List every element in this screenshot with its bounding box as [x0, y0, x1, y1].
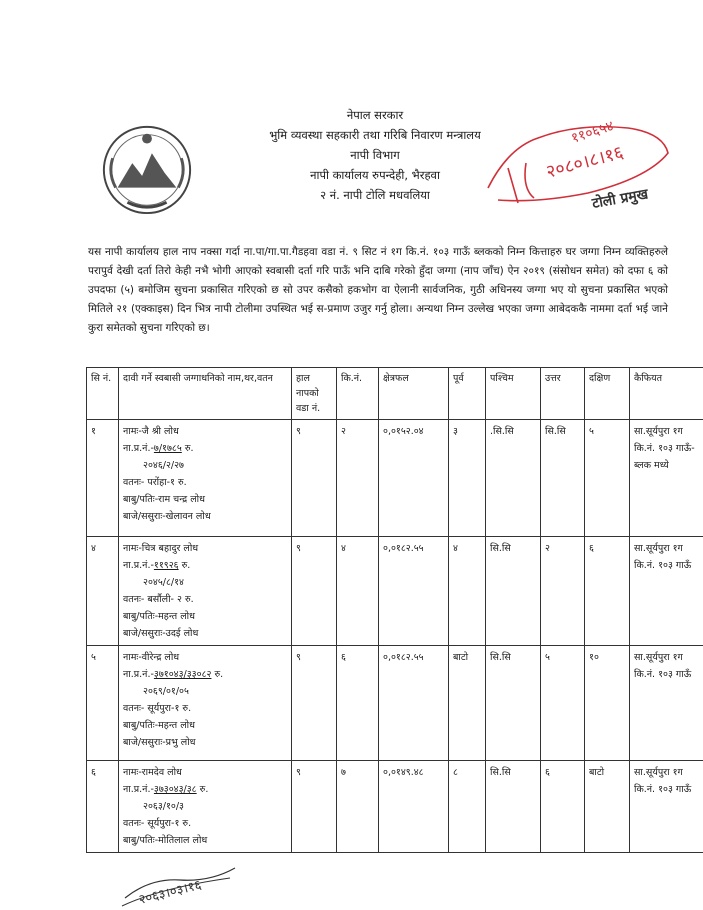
- cell-remarks: सा.सूर्यपुरा १ग कि.नं. १०३ गाऊँ: [630, 646, 703, 761]
- cell-sn: १: [87, 420, 119, 537]
- nepal-emblem-icon: [98, 118, 196, 218]
- cell-south: ६: [585, 537, 630, 646]
- cell-sn: ५: [87, 646, 119, 761]
- table-row: [87, 646, 703, 761]
- cell-ward: ९: [292, 537, 337, 646]
- claimant-name: नामः-चित्र बहादुर लोध: [123, 543, 199, 554]
- cell-claimant: [119, 761, 292, 853]
- claimant-name: नामः-वीरेन्द्र लोध: [123, 652, 180, 663]
- citizenship-date: २०६९/०१/०५: [143, 686, 189, 697]
- claimant-father: बाबु/पतिः-महन्त लोध: [123, 720, 195, 731]
- cell-area: ०,०१४९.४८: [379, 761, 449, 853]
- claimant-address: वतनः- सूर्यपुरा-१ रु.: [123, 703, 192, 714]
- col-remarks: कैफियत: [630, 368, 703, 420]
- col-kitta: कि.नं.: [337, 368, 379, 420]
- header-line-5: २ नं. नापी टोलि मधवलिया: [320, 188, 430, 202]
- col-area: क्षेत्रफल: [379, 368, 449, 420]
- citizenship-line: ना.प्र.नं.-७/१७८५ रु.: [123, 443, 194, 454]
- notice-paragraph: यस नापी कार्यालय हाल नाप नक्सा गर्दा ना.पा/गा.पा.गैडहवा वडा नं. ९ सिट नं १ग कि.नं. १०३ गाऊँ ब्लकको निम्न कित्ताहरु घर जग्गा निम्न व्यक्तिहरुले परापुर्व देखी दर्ता तिरो केही नभै भोगी आएको स्वबासी दर्ता गरि पाऊँ भनि दाबि गरेको हुँदा जग्गा (नाप जाँच) ऐन २०१९ (संसोधन समेत) को दफा ६ को उपदफा (५) बमोजिम सुचना प्रकासित गरिएको छ सो उपर कसैको हकभोग वा ऐलानी सार्वजनिक, गुठी अधिनस्य जग्गा भए यो सुचना प्रकासित भएको मितिले २१ (एक्काइस) दिन भित्र नापी टोलीमा उपस्थित भई स-प्रमाण उजुर गर्नु होला। अन्यथा निम्न उल्लेख भएका जग्गा आबेदककै नाममा दर्ता भई जाने कुरा समेतको सुचना गरिएको छ।: [88, 245, 668, 334]
- cell-south: ५: [585, 420, 630, 537]
- cell-area: ०,०१८२.५५: [379, 537, 449, 646]
- cell-remarks: सा.सूर्यपुरा १ग कि.नं. १०३ गाऊँ: [630, 761, 703, 853]
- cell-east: बाटो: [449, 646, 486, 761]
- table-row: [87, 420, 703, 537]
- claimant-address: वतनः- सूर्यपुरा-१ रु.: [123, 818, 192, 829]
- citizenship-date: २०४६/२/२७: [143, 460, 184, 471]
- citizenship-line: ना.प्र.नं.-३७३०४३/३८ रु.: [123, 784, 209, 795]
- col-south: दक्षिण: [585, 368, 630, 420]
- cell-north: २: [541, 537, 585, 646]
- cell-north: सि.सि: [541, 420, 585, 537]
- cell-claimant: [119, 646, 292, 761]
- cell-area: ०,०१८२.५५: [379, 646, 449, 761]
- header-line-4: नापी कार्यालय रुपन्देही, भैरहवा: [310, 168, 440, 182]
- cell-ward: ९: [292, 761, 337, 853]
- cell-south: बाटो: [585, 761, 630, 853]
- header-line-1: नेपाल सरकार: [346, 108, 404, 122]
- cell-area: ०,०१५२.०४: [379, 420, 449, 537]
- col-ward: हाल नापको वडा नं.: [292, 368, 337, 420]
- claimant-address: वतनः- बर्सौली- २ रु.: [123, 594, 194, 605]
- letterhead: [230, 105, 520, 205]
- col-claimant: दावी गर्ने स्वबासी जग्गाधनिको नाम,थर,वतन: [119, 368, 292, 420]
- cell-east: ३: [449, 420, 486, 537]
- table-row: [87, 537, 703, 646]
- citizenship-number: ३७१०४३/३३०८२: [153, 669, 212, 680]
- col-north: उत्तर: [541, 368, 585, 420]
- header-line-2: भुमि व्यवस्था सहकारी तथा गरिबि निवारण मन्त्रालय: [269, 128, 481, 142]
- records-table: [86, 367, 703, 853]
- header-line-3: नापी विभाग: [350, 148, 400, 162]
- claimant-father: बाबु/पतिः-मोतिलाल लोध: [123, 835, 208, 846]
- cell-kitta: ६: [337, 646, 379, 761]
- cell-east: ४: [449, 537, 486, 646]
- table-header-row: [87, 368, 703, 420]
- cell-north: ५: [541, 646, 585, 761]
- stamp-label: टोली प्रमुख: [590, 186, 650, 212]
- claimant-grandfather: बाजे/ससुराः-खेलावन लोध: [123, 511, 211, 522]
- cell-kitta: २: [337, 420, 379, 537]
- citizenship-date: २०४५/८/१४: [143, 577, 184, 588]
- citizenship-line: ना.प्र.नं.-३७१०४३/३३०८२ रु.: [123, 669, 224, 680]
- cell-north: ६: [541, 761, 585, 853]
- col-east: पूर्व: [449, 368, 486, 420]
- cell-remarks: सा.सूर्यपुरा १ग कि.नं. १०३ गाऊँ- ब्लक मध्ये: [630, 420, 703, 537]
- cell-kitta: ७: [337, 761, 379, 853]
- citizenship-number: ११९२६: [153, 560, 179, 571]
- claimant-address: वतनः- परोंहा-१ रु.: [123, 477, 187, 488]
- stamp-date: २०८०।८।१६: [543, 142, 626, 183]
- citizenship-line: ना.प्र.नं.-११९२६ रु.: [123, 560, 191, 571]
- cell-east: ८: [449, 761, 486, 853]
- col-west: पश्चिम: [486, 368, 541, 420]
- cell-west: सि.सि: [486, 537, 541, 646]
- claimant-father: बाबु/पतिः-महन्त लोध: [123, 611, 195, 622]
- claimant-grandfather: बाजे/ससुराः-उदई लोध: [123, 628, 199, 639]
- cell-claimant: [119, 537, 292, 646]
- signature: [120, 858, 240, 910]
- table-row: [87, 761, 703, 853]
- claimant-father: बाबु/पतिः-राम चन्द्र लोध: [123, 494, 205, 505]
- col-sn: सि नं.: [87, 368, 119, 420]
- cell-west: .सि.सि: [486, 420, 541, 537]
- red-stamp: [478, 108, 678, 218]
- cell-remarks: सा.सूर्यपुरा १ग कि.नं. १०३ गाऊँ: [630, 537, 703, 646]
- claimant-name: नामः-रामदेव लोध: [123, 767, 182, 778]
- signature-date: २०६३।०३।१६: [137, 877, 204, 908]
- cell-ward: ९: [292, 420, 337, 537]
- claimant-name: नामः-जै श्री लोध: [123, 426, 179, 437]
- citizenship-number: ३७३०४३/३८: [153, 784, 197, 795]
- cell-sn: ६: [87, 761, 119, 853]
- cell-west: सि.सि: [486, 646, 541, 761]
- stamp-number: ११०६५४: [569, 118, 616, 147]
- citizenship-number: ७/१७८५: [153, 443, 182, 454]
- cell-south: १०: [585, 646, 630, 761]
- cell-west: सि.सि: [486, 761, 541, 853]
- cell-ward: ९: [292, 646, 337, 761]
- cell-kitta: ४: [337, 537, 379, 646]
- cell-claimant: [119, 420, 292, 537]
- citizenship-date: २०६३/१०/३: [143, 801, 184, 812]
- claimant-grandfather: बाजे/ससुराः-प्रभु लोध: [123, 737, 196, 748]
- cell-sn: ४: [87, 537, 119, 646]
